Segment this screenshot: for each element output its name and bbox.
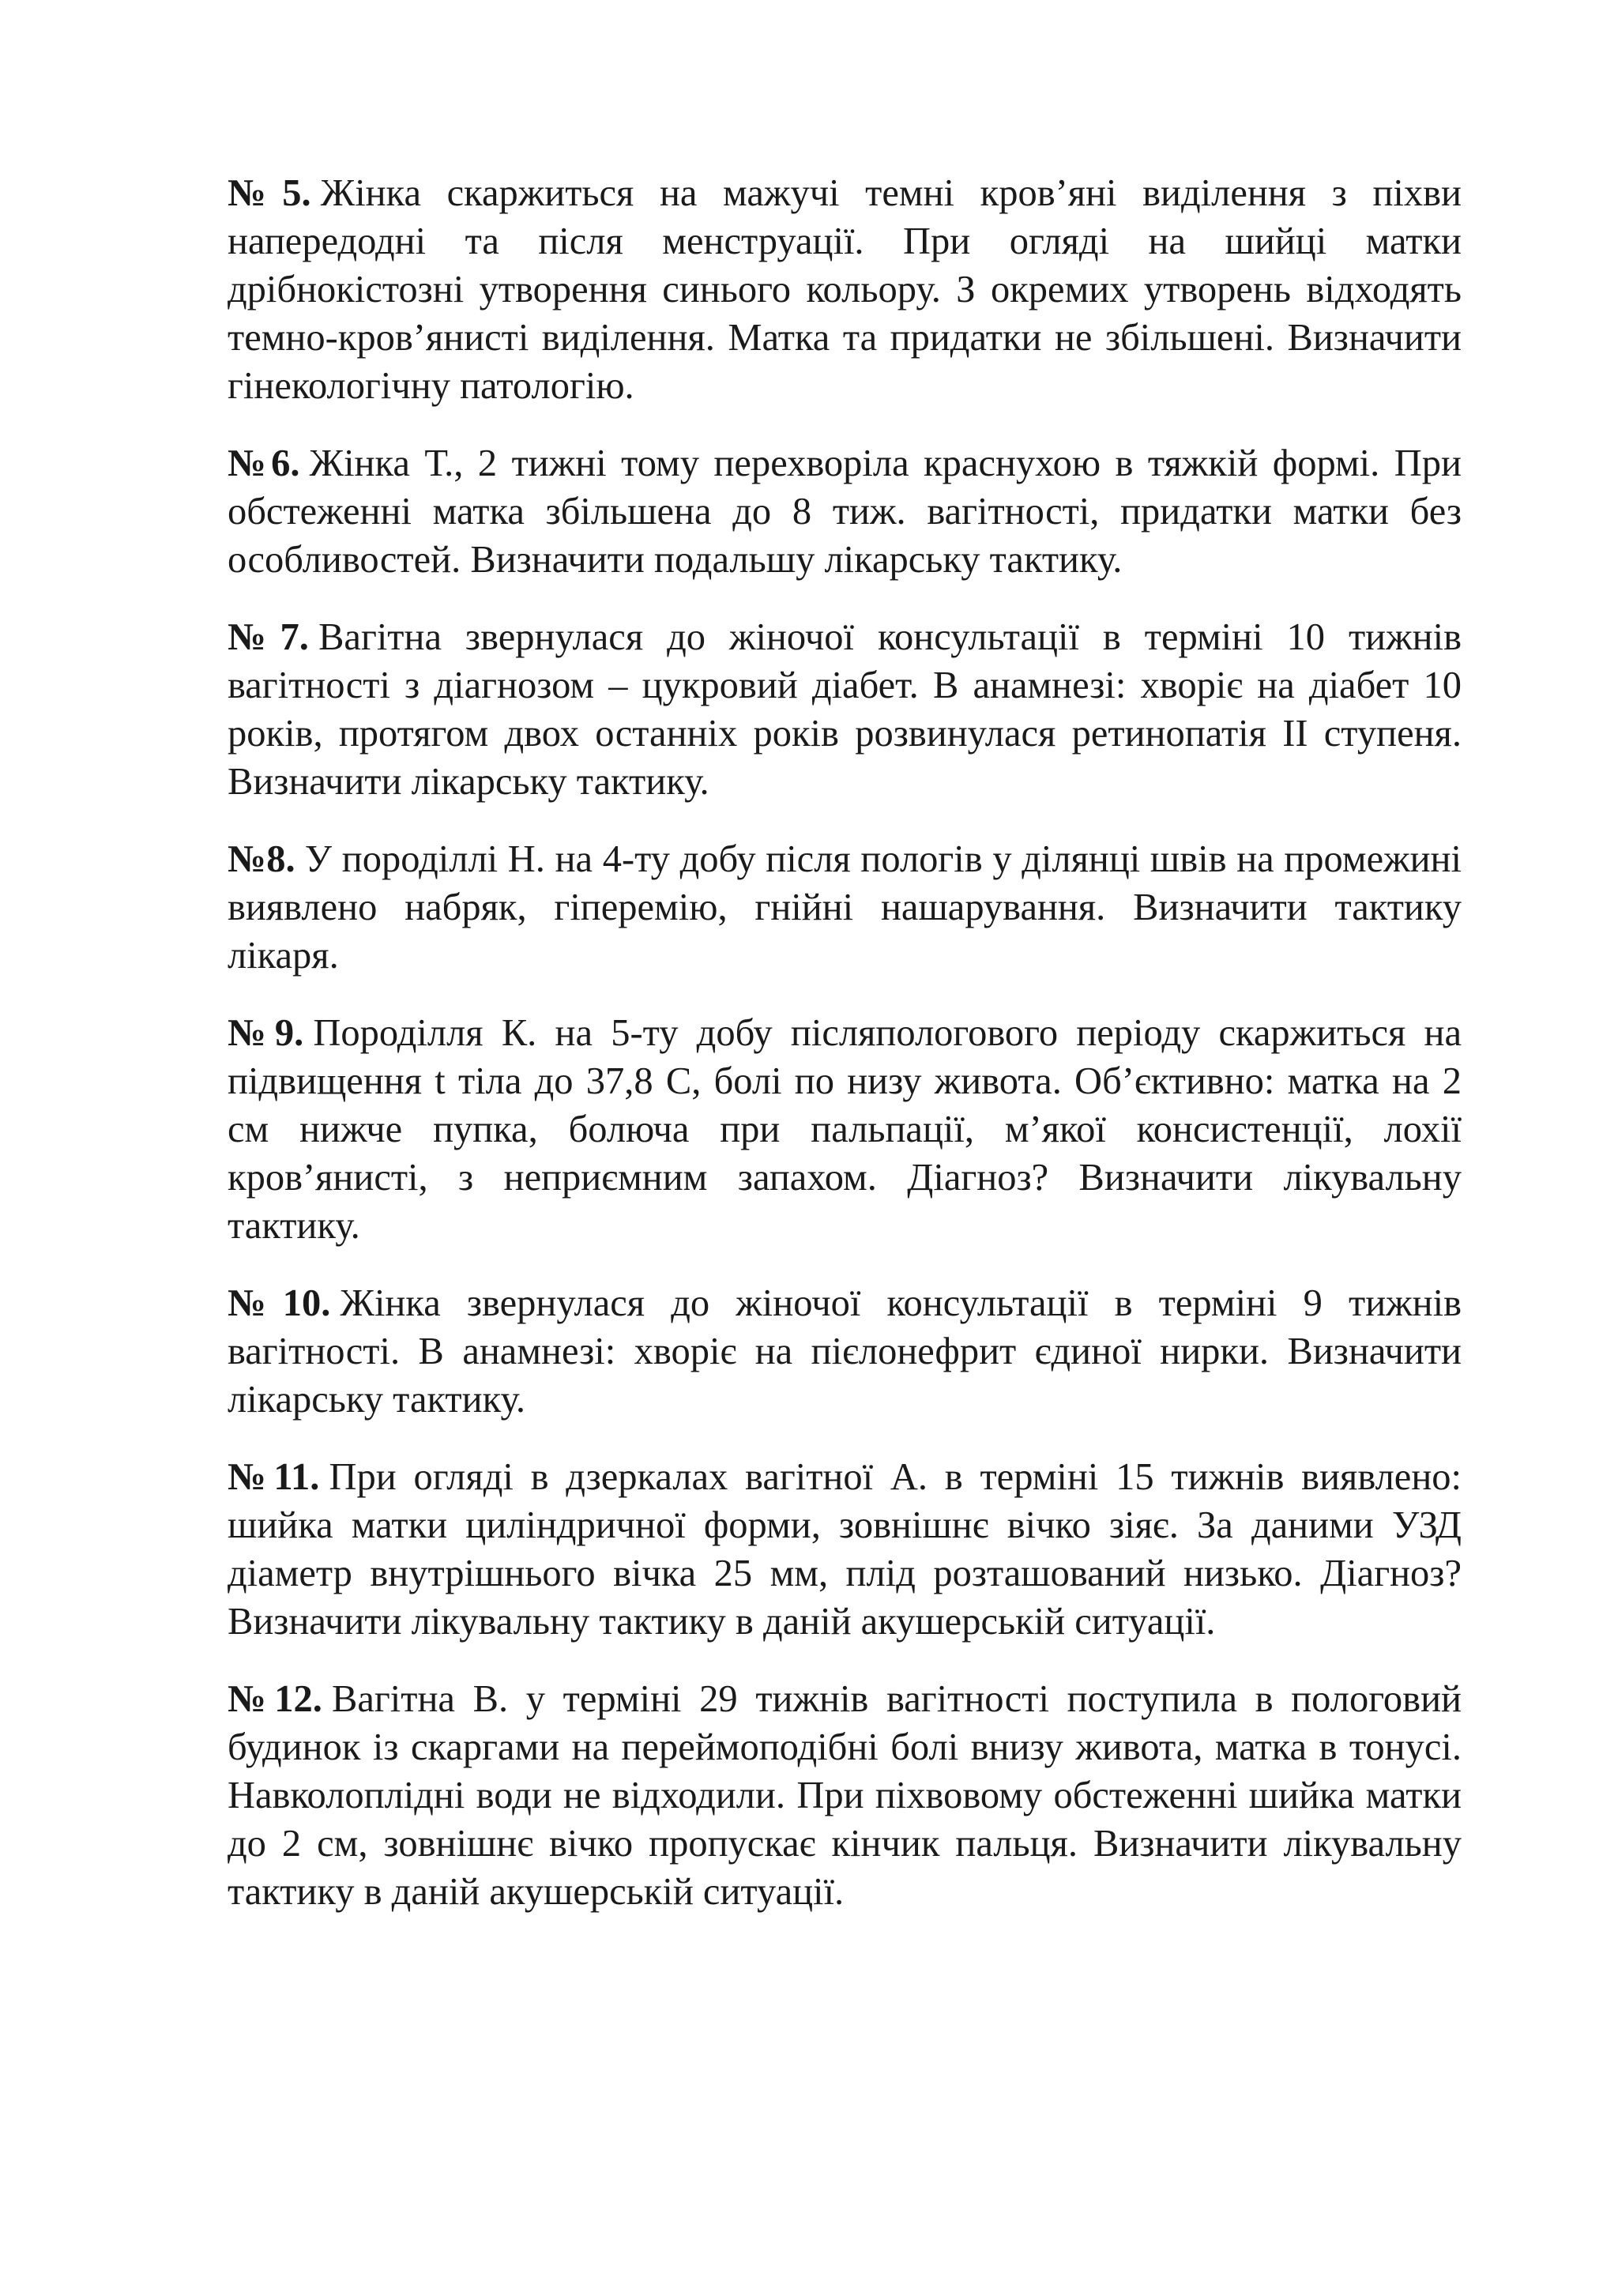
task-6 (228, 439, 1462, 584)
task-8 (228, 835, 1462, 980)
task-number: №11. (228, 1456, 320, 1498)
task-text: Вагітна В. у терміні 29 тижнів вагітності поступила в пологовий будинок із скаргами на переймоподібні болі внизу живота, матка в тонусі. Навколоплідні води не відходили. При піхвовому обстеженні шийка матки до 2 см, зовнішнє вічко пропускає кінчик пальця. Визначити лікувальну тактику в даній акушерській ситуації. (228, 1678, 1462, 1913)
task-text: Вагітна звернулася до жіночої консультації в терміні 10 тижнів вагітності з діагнозом – цукровий діабет. В анамнезі: хворіє на діабет 10 років, протягом двох останніх років розвинулася ретинопатія ІІ ступеня. Визначити лікарську тактику. (228, 616, 1462, 803)
task-text: При огляді в дзеркалах вагітної А. в терміні 15 тижнів виявлено: шийка матки циліндричної форми, зовнішнє вічко зіяє. За даними УЗД діаметр внутрішнього вічка 25 мм, плід розташований низько. Діагноз? Визначити лікувальну тактику в даній акушерській ситуації. (228, 1456, 1462, 1643)
task-text: Породілля К. на 5-ту добу післяпологового періоду скаржиться на підвищення t тіла до 37,8 С, болі по низу живота. Об’єктивно: матка на 2 см нижче пупка, болюча при пальпації, м’якої консистенції, лохії кров’янисті, з неприємним запахом. Діагноз? Визначити лікувальну тактику. (228, 1012, 1462, 1247)
task-11 (228, 1453, 1462, 1646)
document-page (228, 169, 1462, 1945)
task-12 (228, 1675, 1462, 1916)
task-10 (228, 1279, 1462, 1424)
task-text: Жінка скаржиться на мажучі темні кров’яні виділення з піхви напередодні та після менструації. При огляді на шийці матки дрібнокістозні утворення синього кольору. З окремих утворень відходять темно-кров’янисті виділення. Матка та придатки не збільшені. Визначити гінекологічну патологію. (228, 172, 1462, 407)
task-number: №9. (228, 1012, 304, 1054)
task-7 (228, 613, 1462, 806)
task-9 (228, 1009, 1462, 1250)
task-text: Жінка звернулася до жіночої консультації в терміні 9 тижнів вагітності. В анамнезі: хворіє на пієлонефрит єдиної нирки. Визначити лікарську тактику. (228, 1282, 1462, 1421)
task-number: №8. (228, 838, 295, 880)
task-5 (228, 169, 1462, 410)
task-number: №5. (228, 172, 311, 214)
task-text: У породіллі Н. на 4-ту добу після пологів у ділянці швів на промежині виявлено набряк, гіперемію, гнійні нашарування. Визначити тактику лікаря. (228, 838, 1462, 977)
task-number: №7. (228, 616, 309, 658)
task-number: №10. (228, 1282, 331, 1324)
task-number: №6. (228, 442, 300, 484)
task-number: №12. (228, 1678, 322, 1720)
task-text: Жінка Т., 2 тижні тому перехворіла краснухою в тяжкій формі. При обстеженні матка збільшена до 8 тиж. вагітності, придатки матки без особливостей. Визначити подальшу лікарську тактику. (228, 442, 1462, 581)
